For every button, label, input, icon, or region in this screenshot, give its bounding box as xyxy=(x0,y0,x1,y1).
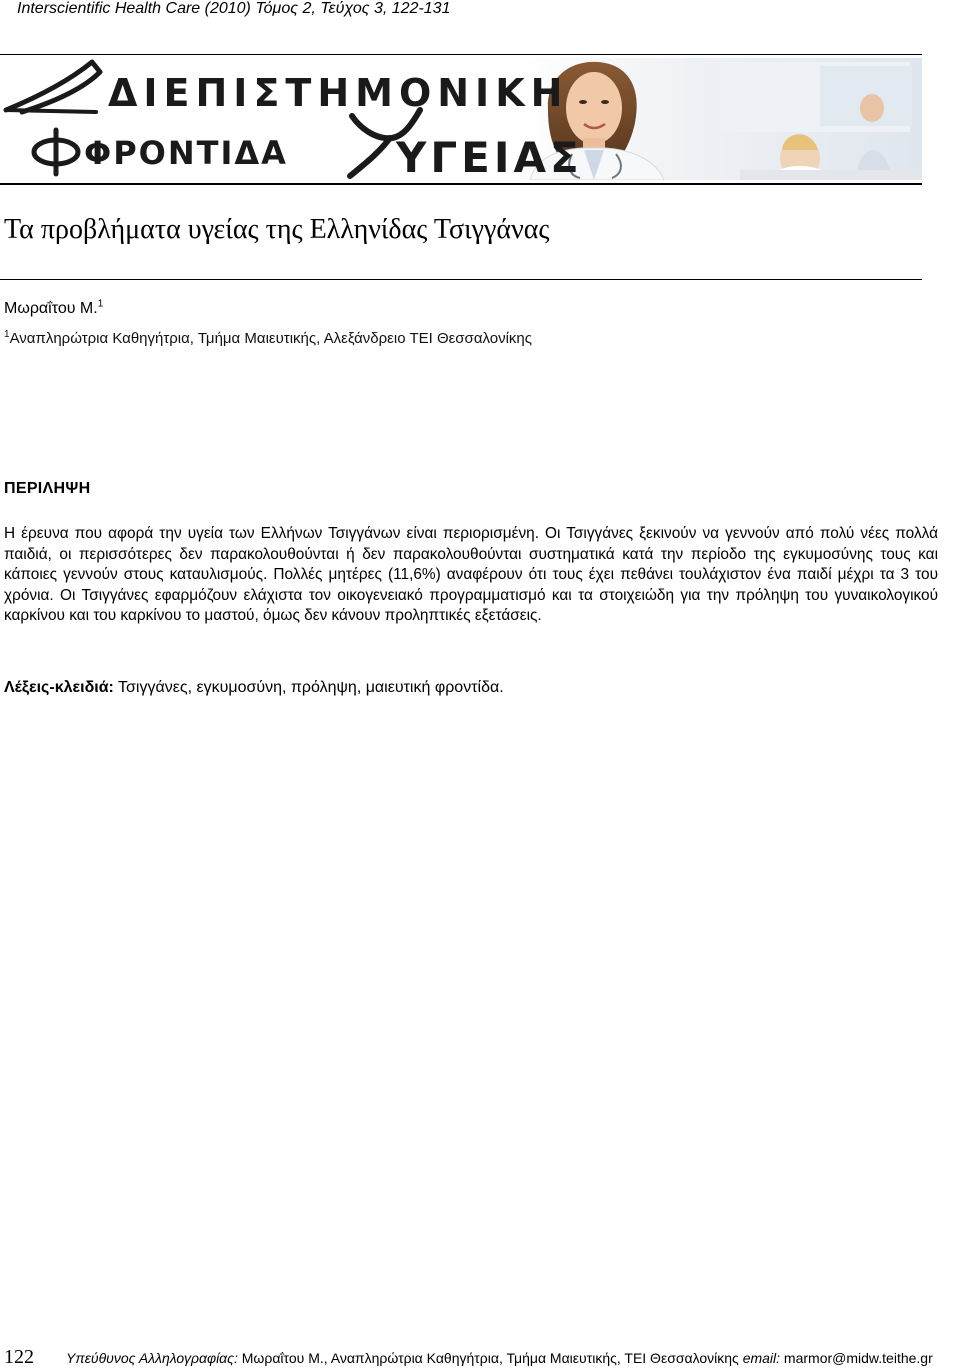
author-name: Μωραΐτου Μ. xyxy=(4,300,98,317)
keywords-text: Τσιγγάνες, εγκυμοσύνη, πρόληψη, μαιευτική φροντίδα. xyxy=(113,679,504,696)
keywords xyxy=(4,678,504,698)
abstract-heading: ΠΕΡΙΛΗΨΗ xyxy=(4,480,91,497)
running-head: Interscientific Health Care (2010) Τόμος 2, Τεύχος 3, 122-131 xyxy=(17,0,451,17)
correspondence-text: Μωραΐτου Μ., Αναπληρώτρια Καθηγήτρια, Τμήμα Μαιευτικής, ΤΕΙ Θεσσαλονίκης xyxy=(237,1350,743,1366)
article-title: Τα προβλήματα υγείας της Ελληνίδας Τσιγγάνας xyxy=(4,214,550,245)
banner-bottom-rule xyxy=(0,183,922,185)
correspondence-line xyxy=(66,1349,933,1367)
page-number: 122 xyxy=(4,1346,34,1368)
author-sup: 1 xyxy=(97,298,104,310)
correspondence-label: Υπεύθυνος Αλληλογραφίας: xyxy=(66,1350,238,1366)
author-line xyxy=(4,300,103,318)
logo-line2a: ΦΡΟΝΤΙΔΑ xyxy=(84,134,288,172)
banner-top-rule xyxy=(0,54,922,55)
logo-line1: ΔΙΕΠΙΣΤΗΜΟΝΙΚΗ xyxy=(108,71,569,115)
affiliation-text: Αναπληρώτρια Καθηγήτρια, Τμήμα Μαιευτικής, Αλεξάνδρειο ΤΕΙ Θεσσαλονίκης xyxy=(9,330,533,347)
journal-banner xyxy=(0,58,922,180)
affiliation-sup: 1 xyxy=(4,329,10,340)
affiliation xyxy=(4,330,532,348)
email-label: email: xyxy=(742,1350,781,1366)
abstract-body: Η έρευνα που αφορά την υγεία των Ελλήνων Τσιγγάνων είναι περιορισμένη. Οι Τσιγγάνες ξεκινούν να γεννούν από πολύ νέες πολλά παιδιά, οι περισσότερες δεν παρακολουθούνται ή δεν παρακολουθούνται συστηματικά κατά την περίοδο της εγκυμοσύνης τους και κάποιες γεννούν στους καταυλισμούς. Πολλές μητέρες (11,6%) αναφέρουν ότι τους έχει πεθάνει τουλάχιστον ένα παιδί μέχρι τα 3 του χρόνια. Οι Τσιγγάνες εφαρμόζουν ελάχιστα τον οικογενειακό προγραμματισμό και τα στοιχειώδη για την πρόληψη του γυναικολογικού καρκίνου και του καρκίνου το μαστού, όμως δεν κάνουν προληπτικές εξετάσεις. xyxy=(4,525,938,625)
title-rule xyxy=(0,279,922,280)
logo-line2b: ΥΓΕΙΑΣ xyxy=(396,133,583,180)
email-address[interactable]: marmor@midw.teithe.gr xyxy=(780,1350,933,1366)
keywords-label: Λέξεις-κλειδιά: xyxy=(4,679,114,696)
page-footer xyxy=(0,1346,960,1368)
